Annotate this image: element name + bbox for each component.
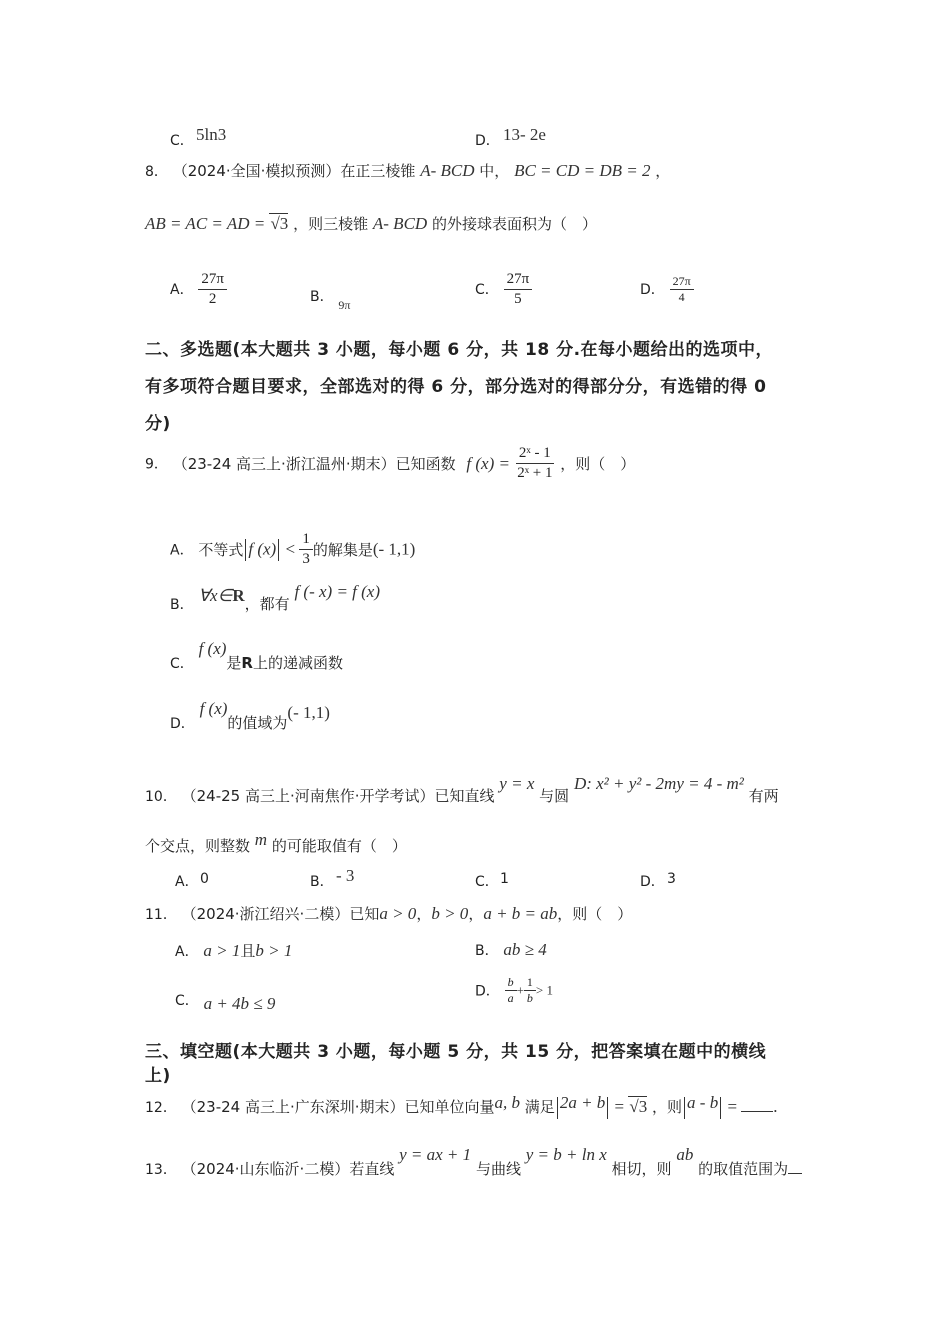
- q11-option-b-label: B．: [475, 943, 499, 959]
- q9-option-b-R: R: [232, 586, 245, 605]
- q9-fraction: [514, 444, 555, 483]
- q11-option-b-m: ab ≥ 4: [503, 940, 547, 959]
- q11-option-a-and: 且: [240, 942, 256, 960]
- q7-option-d-value: 13- 2e: [503, 125, 546, 144]
- q9-option-a-den: 3: [302, 551, 310, 567]
- answer-blank[interactable]: [741, 1097, 773, 1112]
- q10-option-c-label: C．: [475, 874, 499, 890]
- q10-line: y = x: [499, 774, 535, 793]
- q10-line2a: 个交点，则整数: [145, 837, 251, 855]
- q8-option-c-num: 27π: [504, 270, 533, 290]
- q12-eq2: =: [723, 1097, 742, 1116]
- q11-option-a-m2: b > 1: [255, 941, 293, 960]
- q13-ab: ab: [676, 1145, 694, 1164]
- abs-bar-left: [557, 1097, 558, 1119]
- q10-stem-line2: [145, 830, 407, 856]
- q10-option-b-value: - 3: [336, 866, 355, 885]
- q8-comma: ，: [655, 162, 671, 180]
- q9-option-b-text: ，都有: [244, 595, 290, 613]
- q8-stem-line2: [145, 213, 597, 234]
- q11-option-d-label: D．: [475, 983, 500, 1000]
- abs-bar-right: [278, 539, 279, 561]
- q8-option-d-num: 27π: [670, 274, 694, 290]
- q8-option-a-fraction: [198, 270, 227, 309]
- q9-option-a-label: A．: [170, 542, 194, 559]
- q7-option-c-value: 5ln3: [196, 125, 227, 144]
- q12-stem: [145, 1093, 778, 1119]
- q8-option-a-num: 27π: [198, 270, 227, 290]
- q8-text2: ，则三棱锥: [293, 215, 369, 233]
- q9-source: （23-24 高三上·浙江温州·期末）已知函数: [172, 455, 456, 473]
- q10-mid: 与圆: [539, 787, 570, 805]
- q8-option-c: [475, 270, 532, 309]
- q9-option-a-fx: f (x): [248, 539, 277, 559]
- q9-option-a: [170, 530, 415, 569]
- q8-cond2: AB = AC = AD =: [145, 214, 270, 233]
- section2-heading-line3: 分): [145, 414, 171, 434]
- q10-option-a-label: A．: [175, 874, 199, 890]
- q10-line2b: 的可能取值有（ ）: [271, 837, 407, 855]
- section2-heading-line1: 二、多选题(本大题共 3 小题，每小题 6 分，共 18 分.在每小题给出的选项中，: [145, 340, 774, 360]
- q13-stem: [145, 1145, 802, 1179]
- q11-option-c-m: a + 4b ≤ 9: [203, 994, 276, 1013]
- q9-option-a-lt: <: [281, 539, 300, 559]
- answer-blank[interactable]: [788, 1159, 802, 1174]
- q9-option-c-text1: 是: [226, 654, 242, 672]
- q11-option-a-label: A．: [175, 944, 199, 960]
- q8-option-b: [310, 286, 351, 312]
- q13-line: y = ax + 1: [399, 1145, 472, 1164]
- q9-option-c-label: C．: [170, 656, 194, 672]
- q8-option-d-den: 4: [678, 290, 685, 304]
- q9-option-c: [170, 639, 343, 673]
- abs-bar-left: [245, 539, 246, 561]
- q10-circle: D: x² + y² - 2my = 4 - m²: [573, 774, 744, 793]
- q13-mid: 与曲线: [475, 1160, 521, 1178]
- q11-stem: [145, 903, 632, 924]
- q12-ask: a - b: [687, 1093, 719, 1112]
- q9-fx: f (x) =: [466, 453, 515, 473]
- q8-option-b-label: B．: [310, 289, 334, 305]
- q11-option-a-m1: a > 1: [203, 941, 241, 960]
- q13-source: （2024·山东临沂·二模）若直线: [181, 1160, 395, 1178]
- abs-bar-left: [684, 1097, 685, 1119]
- q12-then: ，则: [652, 1098, 683, 1116]
- q9-frac-den: 2ˣ + 1: [517, 465, 553, 481]
- q9-option-a-text1: 不等式: [198, 541, 244, 559]
- q12-vec: a, b: [494, 1093, 521, 1112]
- q10-option-a-value: 0: [200, 871, 209, 887]
- q11-option-d-n2: 1: [524, 975, 536, 991]
- q9-option-b: [170, 582, 381, 614]
- q8-mid: 中，: [479, 162, 510, 180]
- q11-option-d-gt: > 1: [535, 982, 553, 998]
- q9-stem: [145, 444, 635, 483]
- q8-option-c-den: 5: [514, 291, 522, 307]
- q9-option-c-fx: f (x): [198, 639, 227, 658]
- q9-option-b-forall: ∀x∈: [198, 586, 233, 605]
- q8-option-c-label: C．: [475, 282, 499, 298]
- q8-option-b-value: 9π: [338, 298, 351, 312]
- q8-cond1: BC = CD = DB = 2: [514, 161, 651, 180]
- q9-option-d-set: (- 1,1): [287, 703, 330, 722]
- q9-number: 9．: [145, 456, 168, 473]
- q11-sep1: ，: [416, 905, 432, 923]
- q8-option-d: [640, 274, 694, 305]
- q9-option-d-text: 的值域为: [227, 714, 288, 732]
- q9-option-a-text2: 的解集是: [312, 541, 373, 559]
- q11-option-d-d2: b: [526, 991, 533, 1005]
- q11-option-d: [475, 975, 553, 1006]
- q11-option-d-plus: +: [516, 982, 524, 998]
- q8-stem-line1: [145, 160, 670, 181]
- q10-tail: 有两: [748, 787, 779, 805]
- q10-source: （24-25 高三上·河南焦作·开学考试）已知直线: [181, 787, 495, 805]
- q11-option-a: [175, 940, 292, 961]
- q11-option-b: [475, 940, 547, 960]
- q10-option-d-label: D．: [640, 874, 665, 890]
- q11-cond1: a > 0: [379, 904, 417, 923]
- q8-option-a: [170, 270, 227, 309]
- q8-text3: 的外接球表面积为（ ）: [431, 215, 597, 233]
- q9-option-b-label: B．: [170, 597, 194, 613]
- q8-option-d-label: D．: [640, 282, 665, 298]
- q8-pyramid2: A- BCD: [372, 214, 428, 233]
- section2-heading-line2: 有多项符合题目要求，全部选对的得 6 分，部分选对的得部分分，有选错的得 0: [145, 377, 767, 397]
- q11-option-d-n1: b: [505, 975, 517, 991]
- q10-option-c-value: 1: [500, 871, 509, 887]
- q11-cond3: a + b = ab: [483, 904, 558, 923]
- q8-option-a-label: A．: [170, 282, 194, 298]
- q7-option-d-label: D．: [475, 133, 500, 149]
- q9-option-d-fx: f (x): [199, 699, 228, 718]
- abs-bar-right: [607, 1097, 608, 1119]
- q8-pyramid: A- BCD: [420, 161, 475, 180]
- q9-tail: ，则（ ）: [560, 455, 636, 473]
- abs-bar-right: [720, 1097, 721, 1119]
- q9-option-a-num: 1: [299, 530, 313, 550]
- q12-eq: =: [610, 1097, 629, 1116]
- q11-sep2: ，: [468, 905, 484, 923]
- q10-option-b-label: B．: [310, 874, 334, 890]
- q12-mid: 满足: [524, 1098, 555, 1116]
- q8-option-d-fraction: [670, 274, 694, 305]
- q8-sqrt3: √3: [270, 214, 289, 233]
- q7-option-c-label: C．: [170, 133, 194, 149]
- q11-option-d-frac1: [505, 975, 517, 1006]
- q13-mid2: 相切，则: [611, 1160, 672, 1178]
- q9-frac-num: 2ˣ - 1: [516, 444, 554, 464]
- q9-option-d-label: D．: [170, 716, 195, 732]
- section3-heading-line1: 三、填空题(本大题共 3 小题，每小题 5 分，共 15 分，把答案填在题中的横线: [145, 1042, 767, 1062]
- q11-tail: ，则（ ）: [557, 905, 633, 923]
- q9-option-b-eq: f (- x) = f (x): [294, 582, 381, 601]
- q11-option-c: [175, 990, 276, 1013]
- q12-end: .: [773, 1097, 778, 1116]
- q10-number: 10．: [145, 789, 177, 805]
- q8-number: 8．: [145, 164, 168, 180]
- q9-option-a-fraction: [299, 530, 313, 569]
- q11-source: （2024·浙江绍兴·二模）已知: [181, 905, 380, 923]
- q11-cond2: b > 0: [431, 904, 469, 923]
- q13-curve: y = b + ln x: [525, 1145, 607, 1164]
- q13-tail: 的取值范围为: [698, 1160, 789, 1178]
- section3-heading-line2: 上): [145, 1066, 171, 1086]
- q11-option-d-d1: a: [507, 991, 514, 1005]
- q10-option-d-value: 3: [667, 871, 676, 887]
- q11-number: 11．: [145, 907, 177, 923]
- q13-number: 13．: [145, 1162, 177, 1178]
- q11-option-d-frac2: [524, 975, 536, 1006]
- q9-option-d: [170, 699, 330, 733]
- q8-option-a-den: 2: [208, 291, 217, 307]
- q11-option-c-label: C．: [175, 993, 199, 1009]
- q9-option-c-text2: 上的递减函数: [252, 654, 343, 672]
- q8-source: （2024·全国·模拟预测）在正三棱锥: [172, 162, 416, 180]
- q8-option-c-fraction: [504, 270, 533, 309]
- q12-cond: 2a + b: [559, 1093, 606, 1112]
- q9-option-c-R: R: [241, 654, 253, 672]
- q12-number: 12．: [145, 1100, 177, 1116]
- q10-m: m: [254, 830, 268, 849]
- q10-stem-line1: [145, 774, 779, 806]
- q9-option-a-set: (- 1,1): [372, 539, 416, 559]
- q12-source: （23-24 高三上·广东深圳·期末）已知单位向量: [181, 1098, 495, 1116]
- q12-sqrt3: √3: [629, 1097, 648, 1116]
